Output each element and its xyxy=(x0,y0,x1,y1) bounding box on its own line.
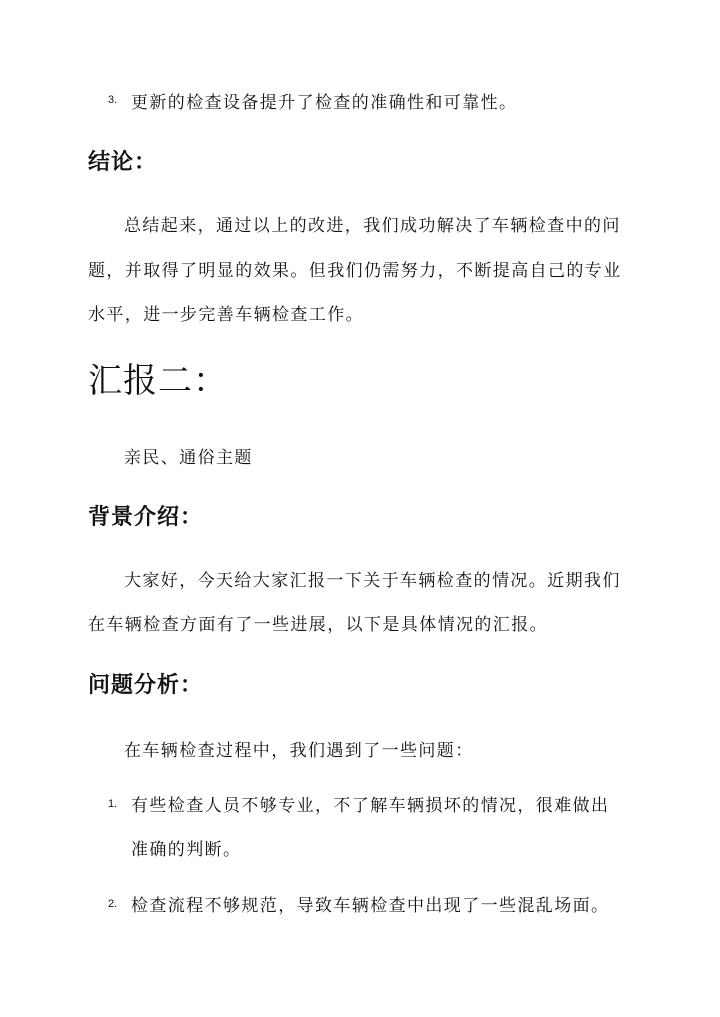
list-item-text: 更新的检查设备提升了检查的准确性和可靠性。 xyxy=(131,93,518,113)
paragraph-line: 总结起来，通过以上的改进，我们成功解决了车辆检查中的问 xyxy=(124,216,621,236)
analysis-heading: 问题分析： xyxy=(88,673,204,698)
paragraph-line: 水平，进一步完善车辆检查工作。 xyxy=(88,305,364,325)
conclusion-heading: 结论： xyxy=(88,150,158,175)
analysis-intro: 在车辆检查过程中，我们遇到了一些问题： xyxy=(124,741,474,761)
list-number: 3. xyxy=(108,94,118,106)
paragraph-line: 在车辆检查方面有了一些进展，以下是具体情况的汇报。 xyxy=(88,615,548,635)
paragraph-line: 题，并取得了明显的效果。但我们仍需努力，不断提高自己的专业 xyxy=(88,261,622,281)
list-item-text: 检查流程不够规范，导致车辆检查中出现了一些混乱场面。 xyxy=(131,896,610,916)
section-title: 汇报二： xyxy=(88,361,228,401)
section-subtitle: 亲民、通俗主题 xyxy=(124,448,253,468)
paragraph-line: 大家好，今天给大家汇报一下关于车辆检查的情况。近期我们 xyxy=(124,571,621,591)
list-item-text: 准确的判断。 xyxy=(131,840,242,860)
list-number: 2. xyxy=(108,898,118,910)
list-number: 1. xyxy=(108,798,118,810)
background-heading: 背景介绍： xyxy=(88,505,204,530)
list-item-text: 有些检查人员不够专业，不了解车辆损坏的情况，很难做出 xyxy=(131,796,610,816)
